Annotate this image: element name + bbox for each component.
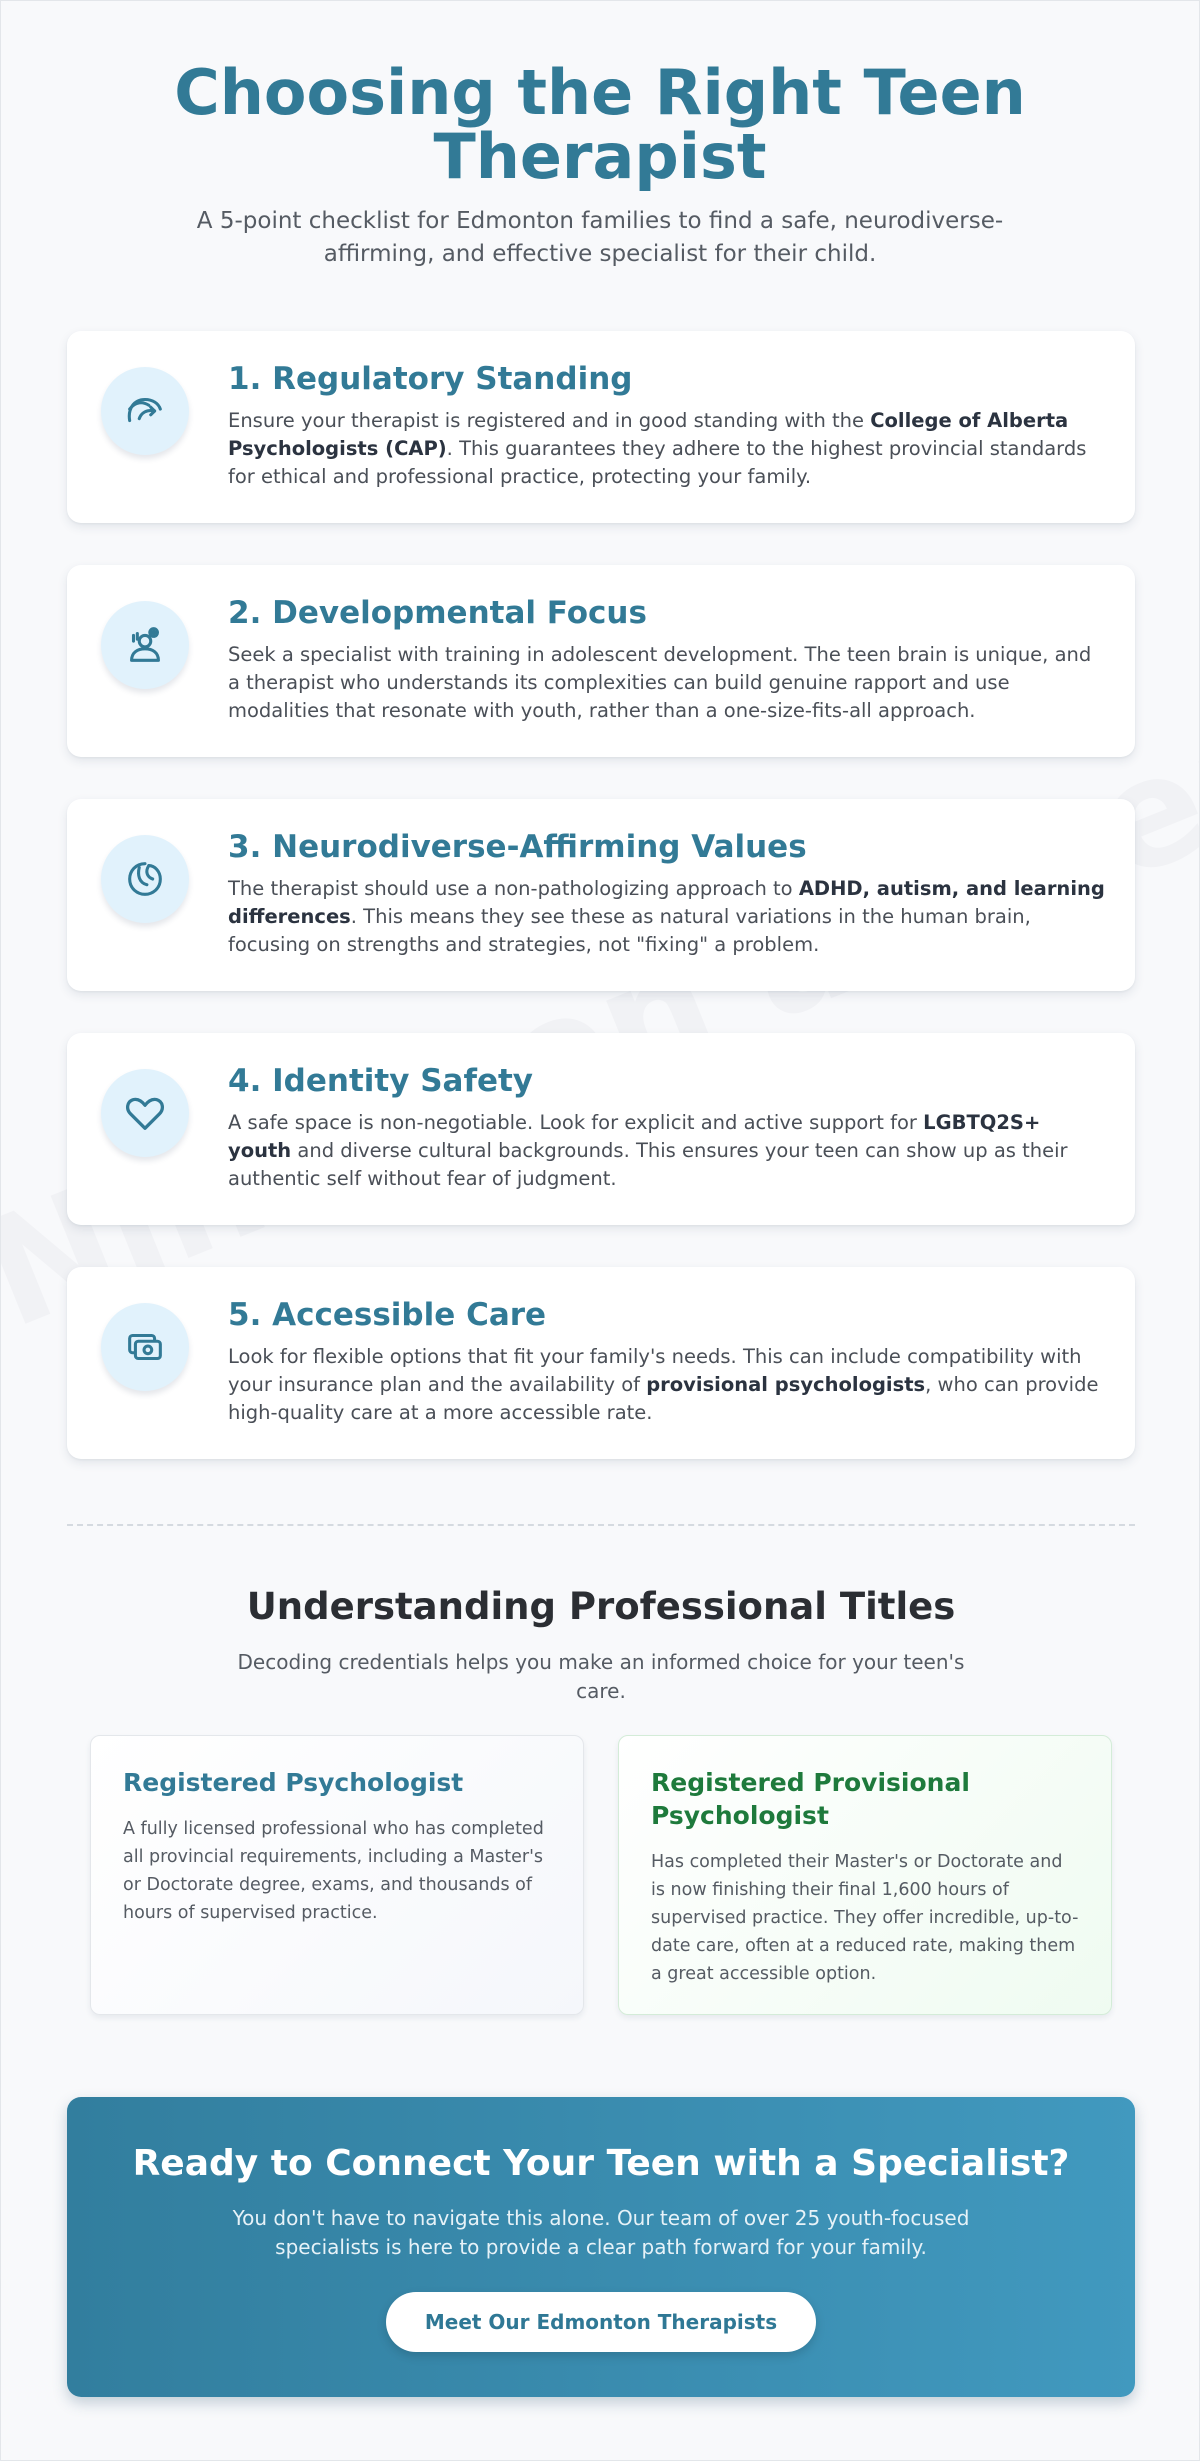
meet-therapists-button[interactable]: Meet Our Edmonton Therapists: [386, 2292, 816, 2352]
section-divider: [67, 1524, 1135, 1526]
card-text: Look for flexible options that fit your family's needs. This can include compatibility with your insurance plan and the availability of provisional psychologists, who can provide high-quality care at a more accessible rate.: [228, 1345, 1099, 1424]
card-text: Seek a specialist with training in adolescent development. The teen brain is unique, and a therapist who understands its complexities can build genuine rapport and use modalities that resonate with youth, rather than a one-size-fits-all approach.: [228, 643, 1092, 722]
card-text: Ensure your therapist is registered and in good standing with the College of Alberta Psychologists (CAP). This guarantees they adhere to the highest provincial standards for ethical and professional practice, protecting your family.: [228, 409, 1087, 488]
page-subtitle: A 5-point checklist for Edmonton families to find a safe, neurodiverse-affirming, and effective specialist for their child.: [196, 208, 1004, 267]
checklist-card-developmental: [67, 565, 1135, 757]
card-title: 3. Neurodiverse-Affirming Values: [228, 829, 807, 865]
card-title: 5. Accessible Care: [228, 1297, 547, 1333]
card-title: 4. Identity Safety: [228, 1063, 534, 1099]
provisional-psychologist-card: [618, 1735, 1112, 2015]
card-title: 1. Regulatory Standing: [228, 361, 633, 397]
card-text: A safe space is non-negotiable. Look for explicit and active support for LGBTQ2S+ youth and diverse cultural backgrounds. This ensures your teen can show up as their authentic self without fear of judgment.: [228, 1111, 1068, 1190]
checklist-card-regulatory: [67, 331, 1135, 523]
section-subtitle: Decoding credentials helps you make an informed choice for your teen's care.: [237, 1650, 965, 1703]
checklist-card-neurodiverse: [67, 799, 1135, 991]
cta-title: Ready to Connect Your Teen with a Specialist?: [132, 2143, 1070, 2184]
card-text-bold: College of Alberta Psychologists (CAP): [228, 409, 1069, 460]
teen-growth-icon: [101, 601, 189, 689]
checklist-card-identity: [67, 1033, 1135, 1225]
card-text-bold: LGBTQ2S+ youth: [228, 1111, 1041, 1162]
section-heading: Understanding Professional Titles: [246, 1585, 956, 1628]
card-text-bold: ADHD, autism, and learning differences: [228, 877, 1105, 928]
card-title: 2. Developmental Focus: [228, 595, 647, 631]
checklist-card-accessible: [67, 1267, 1135, 1459]
pro-card-title: Registered Psychologist: [123, 1768, 464, 1797]
pro-card-text: Has completed their Master's or Doctorate and is now finishing their final 1,600 hours of supervised practice. They offer incredible, up-to-date care, often at a reduced rate, making them a great accessible option.: [651, 1852, 1079, 1984]
pro-card-text: A fully licensed professional who has completed all provincial requirements, including a Master's or Doctorate degree, exams, and thousands of hours of supervised practice.: [123, 1819, 544, 1923]
watermark: [0, 677, 1200, 1363]
brain-icon: [101, 835, 189, 923]
pro-card-title: Registered Provisional Psychologist: [651, 1768, 970, 1830]
money-icon: [101, 1303, 189, 1391]
header: [1, 1, 1199, 271]
registered-psychologist-card: [90, 1735, 584, 2015]
cta-text: You don't have to navigate this alone. Our team of over 25 youth-focused specialists is here to provide a clear path forward for your family.: [232, 2206, 970, 2259]
cta-banner: [67, 2097, 1135, 2397]
page-title: Choosing the Right Teen Therapist: [174, 56, 1026, 193]
heart-icon: [101, 1069, 189, 1157]
card-text-bold: provisional psychologists: [646, 1373, 926, 1396]
professional-titles-section: [1, 1585, 1200, 1706]
card-text: The therapist should use a non-pathologizing approach to ADHD, autism, and learning differences. This means they see these as natural variations in the human brain, focusing on strengths and strategies, not "fixing" a problem.: [228, 877, 1105, 956]
shield-brain-icon: [101, 367, 189, 455]
